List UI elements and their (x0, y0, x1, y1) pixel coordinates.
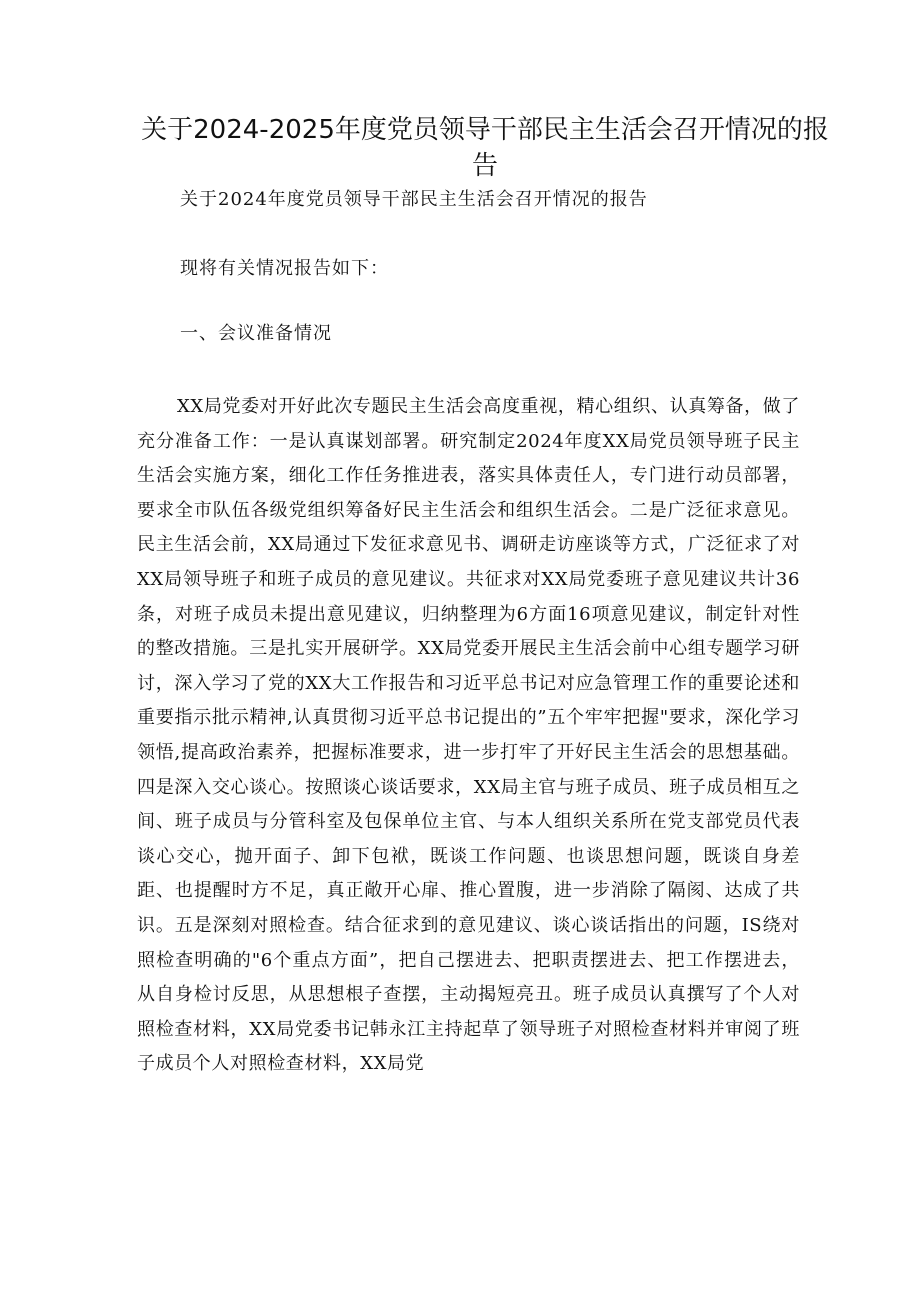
document-title: 关于2024-2025年度党员领导干部民主生活会召开情况的报告 (141, 115, 829, 181)
body-paragraph: XX局党委对开好此次专题民主生活会高度重视，精心组织、认真筹备，做了充分准备工作：一是认真谋划部署。研究制定2024年度XX局党员领导班子民主生活会实施方案，细化工作任务推进表，落实具体责任人，专门进行动员部署，要求全市队伍各级党组织筹备好民主生活会和组织生活会。二是广泛征求意见。民主生活会前，XX局通过下发征求意见书、调研走访座谈等方式，广泛征求了对XX局领导班子和班子成员的意见建议。共征求对XX局党委班子意见建议共计36条，对班子成员未提出意见建议，归纳整理为6方面16项意见建议，制定针对性的整改措施。三是扎实开展研学。XX局党委开展民主生活会前中心组专题学习研讨，深入学习了党的XX大工作报告和习近平总书记对应急管理工作的重要论述和重要指示批示精神,认真贯彻习近平总书记提出的”五个牢牢把握"要求，深化学习领悟,提高政治素养，把握标准要求，进一步打牢了开好民主生活会的思想基础。四是深入交心谈心。按照谈心谈话要求，XX局主官与班子成员、班子成员相互之间、班子成员与分管科室及包保单位主官、与本人组织关系所在党支部党员代表谈心交心，抛开面子、卸下包袱，既谈工作问题、也谈思想问题，既谈自身差距、也提醒时方不足，真正敞开心扉、推心置腹，进一步消除了隔阂、达成了共识。五是深刻对照检查。结合征求到的意见建议、谈心谈话指出的问题，IS绕对照检查明确的"6个重点方面”，把自己摆进去、把职责摆进去、把工作摆进去，从自身检讨反思，从思想根子查摆，主动揭短亮丑。班子成员认真撰写了个人对照检查材料，XX局党委书记韩永江主持起草了领导班子对照检查材料并审阅了班子成员个人对照检查材料，XX局党 (137, 396, 800, 1075)
document-subtitle: 关于2024年度党员领导干部民主生活会召开情况的报告 (180, 189, 648, 210)
section-heading: 一、会议准备情况 (180, 323, 332, 344)
intro-line: 现将有关情况报告如下： (180, 258, 389, 279)
